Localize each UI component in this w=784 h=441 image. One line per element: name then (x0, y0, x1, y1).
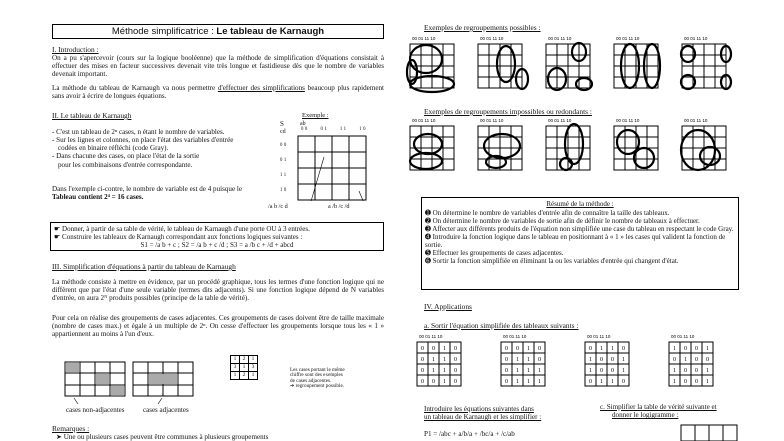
application-table-cell: 1 (622, 357, 625, 363)
application-table-cell: 0 (505, 357, 508, 363)
application-table-cell: 1 (611, 346, 614, 352)
application-table-cell: 0 (432, 379, 435, 385)
application-table-cell: 0 (538, 346, 541, 352)
intro-underline: d'effectuer des simplifications (217, 84, 305, 92)
possible-example-grid (534, 34, 600, 104)
applications-sub-b: Introduire les équations suivantes dans un tableau de Karnaugh et les simplifier : (424, 405, 542, 422)
application-table-cell: 0 (505, 346, 508, 352)
application-table (573, 332, 639, 402)
impossible-example-grid-col-headers: 00 01 11 10 (684, 118, 708, 123)
application-table-cell: 1 (516, 379, 519, 385)
application-table-cell: 0 (421, 357, 424, 363)
application-table-cell: 1 (673, 368, 676, 374)
example-grid (297, 135, 367, 201)
application-table-cell: 0 (421, 368, 424, 374)
impossible-example-grid (670, 116, 736, 186)
application-table-col-headers: 00 01 11 10 (587, 334, 611, 339)
application-table-cell: 0 (600, 357, 603, 363)
exercise-box (50, 222, 384, 251)
impossible-heading: Exemples de regroupements impossibles ou redondants : (424, 107, 592, 116)
possible-example-grid-col-headers: 00 01 11 10 (616, 36, 640, 41)
application-tables-row (405, 332, 745, 392)
impossible-example-grid-group-loop (634, 148, 654, 168)
numbered-adjacency-grid: 1 2 1 3 1 3 1 2 1 (230, 355, 258, 380)
application-table-cell: 1 (600, 346, 603, 352)
example-row-headers: 00 01 11 10 (280, 142, 288, 193)
possible-example-grid (466, 34, 532, 104)
application-table-cell: 0 (421, 346, 424, 352)
application-table-cell: 0 (516, 346, 519, 352)
title-highlight: Le tableau de Karnaugh (216, 26, 325, 37)
possible-heading: Exemples de regroupements possibles : (424, 23, 541, 32)
example-col-headers: 00 01 11 10 (301, 127, 367, 132)
applications-sub-c: c. Simplifier la table de vérité suivante et donner le logigramme : (600, 403, 717, 420)
resume-step-5: ➎ Effectuer les groupements de cases adjacentes. (425, 249, 564, 258)
possible-example-grid-group-loop (410, 45, 442, 73)
impossible-example-grid (602, 116, 668, 186)
application-table-cell: 1 (611, 379, 614, 385)
application-table-cell: 0 (695, 346, 698, 352)
possible-example-grid-col-headers: 00 01 11 10 (548, 36, 572, 41)
impossible-example-grid-col-headers: 00 01 11 10 (412, 118, 436, 123)
impossible-example-grid-col-headers: 00 01 11 10 (548, 118, 572, 123)
ab-label: ab (300, 121, 306, 127)
impossible-example-grid-col-headers: 00 01 11 10 (616, 118, 640, 123)
application-table-cell: 0 (695, 368, 698, 374)
application-table-cell: 0 (673, 357, 676, 363)
application-table-cell: 1 (706, 379, 709, 385)
resume-step-6: ➏ Sortir la fonction simplifiée en éliminant la ou les variables d'entrée qui changent d'état. (425, 257, 679, 266)
application-table-cell: 1 (673, 346, 676, 352)
s-label: S (280, 120, 284, 128)
application-table-cell: 0 (454, 357, 457, 363)
application-table-cell: 1 (443, 368, 446, 374)
tableau-heading: II. Le tableau de Karnaugh (52, 111, 132, 120)
title-prefix: Méthode simplificatrice : (111, 26, 214, 37)
application-table-cell: 0 (695, 357, 698, 363)
cell-label-b: a /b /c /d (328, 203, 350, 210)
remarques-heading: Remarques : (52, 424, 90, 433)
application-table-cell: 1 (443, 346, 446, 352)
application-table-cell: 1 (527, 379, 530, 385)
resume-step-1: ➊ On détermine le nombre de variables d'entrée afin de connaître la taille des tableaux. (425, 209, 670, 218)
application-table-cell: 0 (684, 346, 687, 352)
impossible-example-grid-group-loop (560, 158, 572, 170)
possible-examples-row (398, 34, 738, 104)
application-table-cell: 1 (527, 368, 530, 374)
cell-label-a: /a b /c d (268, 203, 288, 210)
application-table-col-headers: 00 01 11 10 (419, 334, 443, 339)
application-table-cell: 1 (538, 368, 541, 374)
application-table (405, 332, 471, 402)
application-table-cell: 1 (432, 368, 435, 374)
impossible-example-grid (534, 116, 600, 186)
possible-example-grid (398, 34, 464, 104)
adjacent-grid (132, 356, 196, 404)
resume-step-2: ➋ On détermine le nombre de variables de sortie afin de définir le nombre de tableaux à effectuer. (425, 217, 700, 226)
application-table-cell: 0 (421, 379, 424, 385)
cd-label: cd (280, 129, 286, 135)
non-adjacent-grid (64, 356, 128, 404)
application-table-cell: 1 (684, 357, 687, 363)
application-table-cell: 0 (706, 357, 709, 363)
application-table-cell: 1 (600, 379, 603, 385)
impossible-example-grid (398, 116, 464, 186)
possible-example-grid (602, 34, 668, 104)
application-table-cell: 0 (454, 346, 457, 352)
possible-example-grid (670, 34, 736, 104)
application-table-cell: 1 (443, 357, 446, 363)
impossible-examples-row (398, 116, 738, 188)
simplif-heading: III. Simplification d'équations à partir du tableau de Karnaugh (52, 262, 236, 271)
application-table-cell: 1 (673, 379, 676, 385)
label-non-adjacent: cases non-adjacentes (66, 406, 125, 414)
application-table-col-headers: 00 01 11 10 (671, 334, 695, 339)
equation-p1: P1 = /abc + a/b/a + /bc/a + /c/ab (424, 430, 515, 438)
exercise-line-1: ☛ Donner, à partir de sa table de vérité, le tableau de Karnaugh d'une porte OU à 3 entrées. (54, 225, 310, 233)
application-table-cell: 1 (622, 368, 625, 374)
application-table-cell: 0 (684, 379, 687, 385)
application-table-cell: 0 (454, 379, 457, 385)
example-label: Exemple : (302, 112, 329, 119)
application-table-cell: 1 (589, 368, 592, 374)
application-table-cell: 0 (589, 379, 592, 385)
application-table-cell: 1 (516, 368, 519, 374)
possible-example-grid-col-headers: 00 01 11 10 (412, 36, 436, 41)
document-title (52, 24, 384, 39)
possible-example-grid-col-headers: 00 01 11 10 (480, 36, 504, 41)
application-table-cell: 0 (454, 368, 457, 374)
tableau-bullets: - C'est un tableau de 2ⁿ cases, n étant le nombre de variables. - Sur les lignes et colonnes, on place l'état des variables d'entrée codées en binaire réfléchi (code Gray). - Dans chacune des cases, on place l'état de la sortie pour les combinaisons d'entrée correspondante. (52, 128, 234, 169)
application-table-cell: 0 (611, 357, 614, 363)
application-table-cell: 1 (443, 379, 446, 385)
application-table-cell: 0 (505, 368, 508, 374)
intro-paragraph-2: La méthode du tableau de Karnaugh va nous permettre d'effectuer des simplifications beaucoup plus rapidement sans avoir à écrire de longues équations. (52, 84, 384, 101)
application-table-cell: 0 (611, 368, 614, 374)
application-table-cell: 1 (706, 346, 709, 352)
impossible-example-grid-col-headers: 00 01 11 10 (480, 118, 504, 123)
application-table-cell: 1 (538, 379, 541, 385)
application-table-col-headers: 00 01 11 10 (503, 334, 527, 339)
application-table-cell: 1 (432, 357, 435, 363)
simplif-paragraph-2: Pour cela on réalise des groupements de cases adjacentes. Ces groupements de cases doivent être de taille maximale (nombre de cases max.) et égale à un multiple de 2ⁿ. On cesse d'effectuer les groupements lorsque tous les « 1 » appartiennent au moins à l'un d'eux. (52, 314, 384, 339)
exercise-line-3: S1 = /a b + c ; S2 = /a b + c /d ; S3 = a /b c + /d + abcd (140, 241, 294, 250)
adjacency-spacer (230, 355, 278, 415)
resume-step-3: ➌ Affecter aux différents produits de l'équation non simplifiée une case du tableau en respectant le code Gray. (425, 225, 734, 234)
application-table (489, 332, 555, 402)
truth-table-stub (680, 415, 740, 441)
application-table-cell: 1 (527, 357, 530, 363)
application-table-cell: 0 (432, 346, 435, 352)
application-table-cell: 0 (622, 379, 625, 385)
application-table-cell: 1 (589, 357, 592, 363)
adjacency-note: Les cases portant le même chiffre sont des exemples de cases adjacentes. ➔ regroupement possible. (290, 367, 345, 390)
remarque-1: ➤ Une ou plusieurs cases peuvent être communes à plusieurs groupements (56, 433, 269, 441)
resume-box (421, 197, 739, 290)
exercise-line-2: ☛ Construire les tableaux de Karnaugh correspondant aux fonctions logiques suivantes : (54, 233, 303, 242)
resume-step-4: ➍ Introduire la fonction logique dans le tableau en positionnant à « 1 » les cases qui valident la fonction de sortie. (425, 233, 726, 250)
application-table-cell: 0 (622, 346, 625, 352)
application-table-cell: 1 (527, 346, 530, 352)
resume-heading: Résumé de la méthode : (546, 200, 614, 208)
tableau-example-text: Dans l'exemple ci-contre, le nombre de variable est de 4 puisque le Tableau contient 2⁴ = 16 cases. (52, 185, 242, 202)
application-table-cell: 0 (589, 346, 592, 352)
intro-paragraph-1: On a pu s'apercevoir (cours sur la logique booléenne) que la méthode de simplification d'équations consistait à effectuer des mises en facteur successives devenait vite très longue et fastidieuse dès que le nombre de variables devenait important. (52, 54, 384, 79)
label-adjacent: cases adjacentes (143, 406, 189, 414)
simplif-paragraph-1: La méthode consiste à mettre en évidence, par un procédé graphique, tous les termes d'une fonction logique qui ne diffèrent que par l'état d'une seule variable (termes dits adjacents). Si une fonction logique dépend de N variables d'entrée, on aura 2ᴺ produits possibles (principe de la table de vérité). (52, 278, 384, 303)
application-table-cell: 0 (538, 357, 541, 363)
application-table-cell: 1 (516, 357, 519, 363)
impossible-example-grid-group-loop (410, 153, 442, 169)
application-table-cell: 0 (600, 368, 603, 374)
example-karnaugh (264, 112, 394, 222)
intro-heading: I. Introduction : (52, 45, 99, 54)
application-table-cell: 1 (706, 368, 709, 374)
applications-heading: IV. Applications (424, 302, 472, 311)
possible-example-grid-col-headers: 00 01 11 10 (684, 36, 708, 41)
application-table-cell: 0 (505, 379, 508, 385)
impossible-example-grid-group-loop (700, 147, 720, 165)
application-table-cell: 0 (695, 379, 698, 385)
application-table-cell: 0 (684, 368, 687, 374)
impossible-example-grid (466, 116, 532, 186)
application-table (657, 332, 723, 402)
applications-sub-a: a. Sortir l'équation simplifiée des tableaux suivants : (424, 321, 579, 330)
